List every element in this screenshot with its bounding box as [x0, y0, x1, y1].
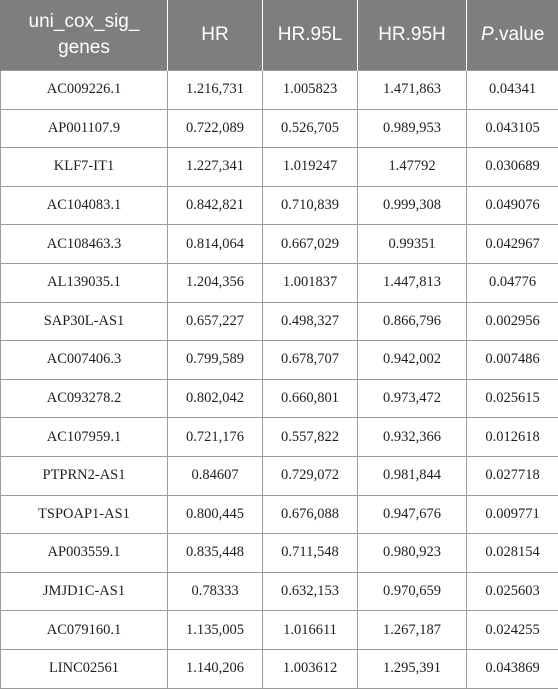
hr95l-cell: 0.667,029: [263, 225, 358, 264]
table-body: [1, 71, 558, 689]
pvalue-cell: 0.007486: [467, 341, 558, 380]
pvalue-cell: 0.025603: [467, 572, 558, 611]
table-header: [1, 0, 558, 71]
pvalue-cell: 0.012618: [467, 418, 558, 457]
gene-cell: AC104083.1: [1, 186, 168, 225]
hr95h-cell: 1.267,187: [358, 611, 467, 650]
header-hr: HR: [168, 0, 263, 71]
table-row: [1, 225, 558, 264]
gene-cell: AC108463.3: [1, 225, 168, 264]
table-row: [1, 611, 558, 650]
pvalue-cell: 0.043869: [467, 649, 558, 688]
header-hr95h: HR.95H: [358, 0, 467, 71]
hr95l-cell: 0.729,072: [263, 456, 358, 495]
hr-cell: 0.721,176: [168, 418, 263, 457]
hr95l-cell: 1.003612: [263, 649, 358, 688]
hr95h-cell: 0.99351: [358, 225, 467, 264]
pvalue-cell: 0.043105: [467, 109, 558, 148]
table-row: [1, 341, 558, 380]
hr95h-cell: 1.295,391: [358, 649, 467, 688]
hr95l-cell: 1.005823: [263, 71, 358, 110]
pvalue-cell: 0.009771: [467, 495, 558, 534]
header-pvalue: [467, 0, 558, 71]
gene-cell: AC007406.3: [1, 341, 168, 380]
hr-cell: 0.842,821: [168, 186, 263, 225]
pvalue-cell: 0.042967: [467, 225, 558, 264]
pvalue-cell: 0.049076: [467, 186, 558, 225]
gene-cell: AC093278.2: [1, 379, 168, 418]
hr-cell: 0.722,089: [168, 109, 263, 148]
gene-cell: PTPRN2-AS1: [1, 456, 168, 495]
pvalue-cell: 0.027718: [467, 456, 558, 495]
gene-cell: AC009226.1: [1, 71, 168, 110]
gene-cell: TSPOAP1-AS1: [1, 495, 168, 534]
hr95l-cell: 0.526,705: [263, 109, 358, 148]
table-row: [1, 534, 558, 573]
hr95l-cell: 0.632,153: [263, 572, 358, 611]
hr95l-cell: 0.498,327: [263, 302, 358, 341]
hr-cell: 0.78333: [168, 572, 263, 611]
hr95l-cell: 1.019247: [263, 148, 358, 187]
header-gene: uni_cox_sig_ genes: [1, 0, 168, 71]
table-row: [1, 186, 558, 225]
hr95h-cell: 0.970,659: [358, 572, 467, 611]
header-hr95l: HR.95L: [263, 0, 358, 71]
hr-cell: 1.140,206: [168, 649, 263, 688]
hr95h-cell: 1.471,863: [358, 71, 467, 110]
table-row: [1, 109, 558, 148]
table-row: [1, 148, 558, 187]
hr95h-cell: 1.447,813: [358, 263, 467, 302]
hr95l-cell: 0.711,548: [263, 534, 358, 573]
hr95h-cell: 0.932,366: [358, 418, 467, 457]
table-row: [1, 649, 558, 688]
gene-cell: LINC02561: [1, 649, 168, 688]
hr-cell: 0.835,448: [168, 534, 263, 573]
hr-cell: 0.657,227: [168, 302, 263, 341]
hr-cell: 1.227,341: [168, 148, 263, 187]
gene-cell: AP003559.1: [1, 534, 168, 573]
header-pvalue-prefix: P: [481, 24, 494, 46]
pvalue-cell: 0.04776: [467, 263, 558, 302]
table-row: [1, 456, 558, 495]
hr-cell: 1.216,731: [168, 71, 263, 110]
hr-cell: 0.84607: [168, 456, 263, 495]
hr95h-cell: 0.866,796: [358, 302, 467, 341]
pvalue-cell: 0.002956: [467, 302, 558, 341]
hr95h-cell: 0.942,002: [358, 341, 467, 380]
hr95h-cell: 0.989,953: [358, 109, 467, 148]
hr-cell: 0.799,589: [168, 341, 263, 380]
hr95h-cell: 0.981,844: [358, 456, 467, 495]
hr-cell: 1.135,005: [168, 611, 263, 650]
hr-cell: 1.204,356: [168, 263, 263, 302]
hr95h-cell: 0.947,676: [358, 495, 467, 534]
hr95l-cell: 0.678,707: [263, 341, 358, 380]
header-pvalue-suffix: .value: [493, 24, 545, 46]
hr95h-cell: 0.980,923: [358, 534, 467, 573]
hr95l-cell: 0.660,801: [263, 379, 358, 418]
hr95h-cell: 0.999,308: [358, 186, 467, 225]
table-row: [1, 379, 558, 418]
hr95h-cell: 1.47792: [358, 148, 467, 187]
hr-cell: 0.814,064: [168, 225, 263, 264]
table-row: [1, 263, 558, 302]
table-row: [1, 71, 558, 110]
pvalue-cell: 0.028154: [467, 534, 558, 573]
table-row: [1, 302, 558, 341]
pvalue-cell: 0.030689: [467, 148, 558, 187]
pvalue-cell: 0.024255: [467, 611, 558, 650]
gene-cell: AL139035.1: [1, 263, 168, 302]
gene-cell: AC079160.1: [1, 611, 168, 650]
pvalue-cell: 0.04341: [467, 71, 558, 110]
gene-cell: KLF7-IT1: [1, 148, 168, 187]
table-row: [1, 572, 558, 611]
gene-cell: AP001107.9: [1, 109, 168, 148]
hr95l-cell: 1.016611: [263, 611, 358, 650]
hr-cell: 0.802,042: [168, 379, 263, 418]
gene-cell: JMJD1C-AS1: [1, 572, 168, 611]
hr95l-cell: 0.710,839: [263, 186, 358, 225]
header-row: [1, 0, 558, 71]
hr-cell: 0.800,445: [168, 495, 263, 534]
pvalue-cell: 0.025615: [467, 379, 558, 418]
table-row: [1, 418, 558, 457]
hr95l-cell: 0.557,822: [263, 418, 358, 457]
hr95l-cell: 0.676,088: [263, 495, 358, 534]
gene-cell: AC107959.1: [1, 418, 168, 457]
gene-cell: SAP30L-AS1: [1, 302, 168, 341]
hr95h-cell: 0.973,472: [358, 379, 467, 418]
hr95l-cell: 1.001837: [263, 263, 358, 302]
table-row: [1, 495, 558, 534]
